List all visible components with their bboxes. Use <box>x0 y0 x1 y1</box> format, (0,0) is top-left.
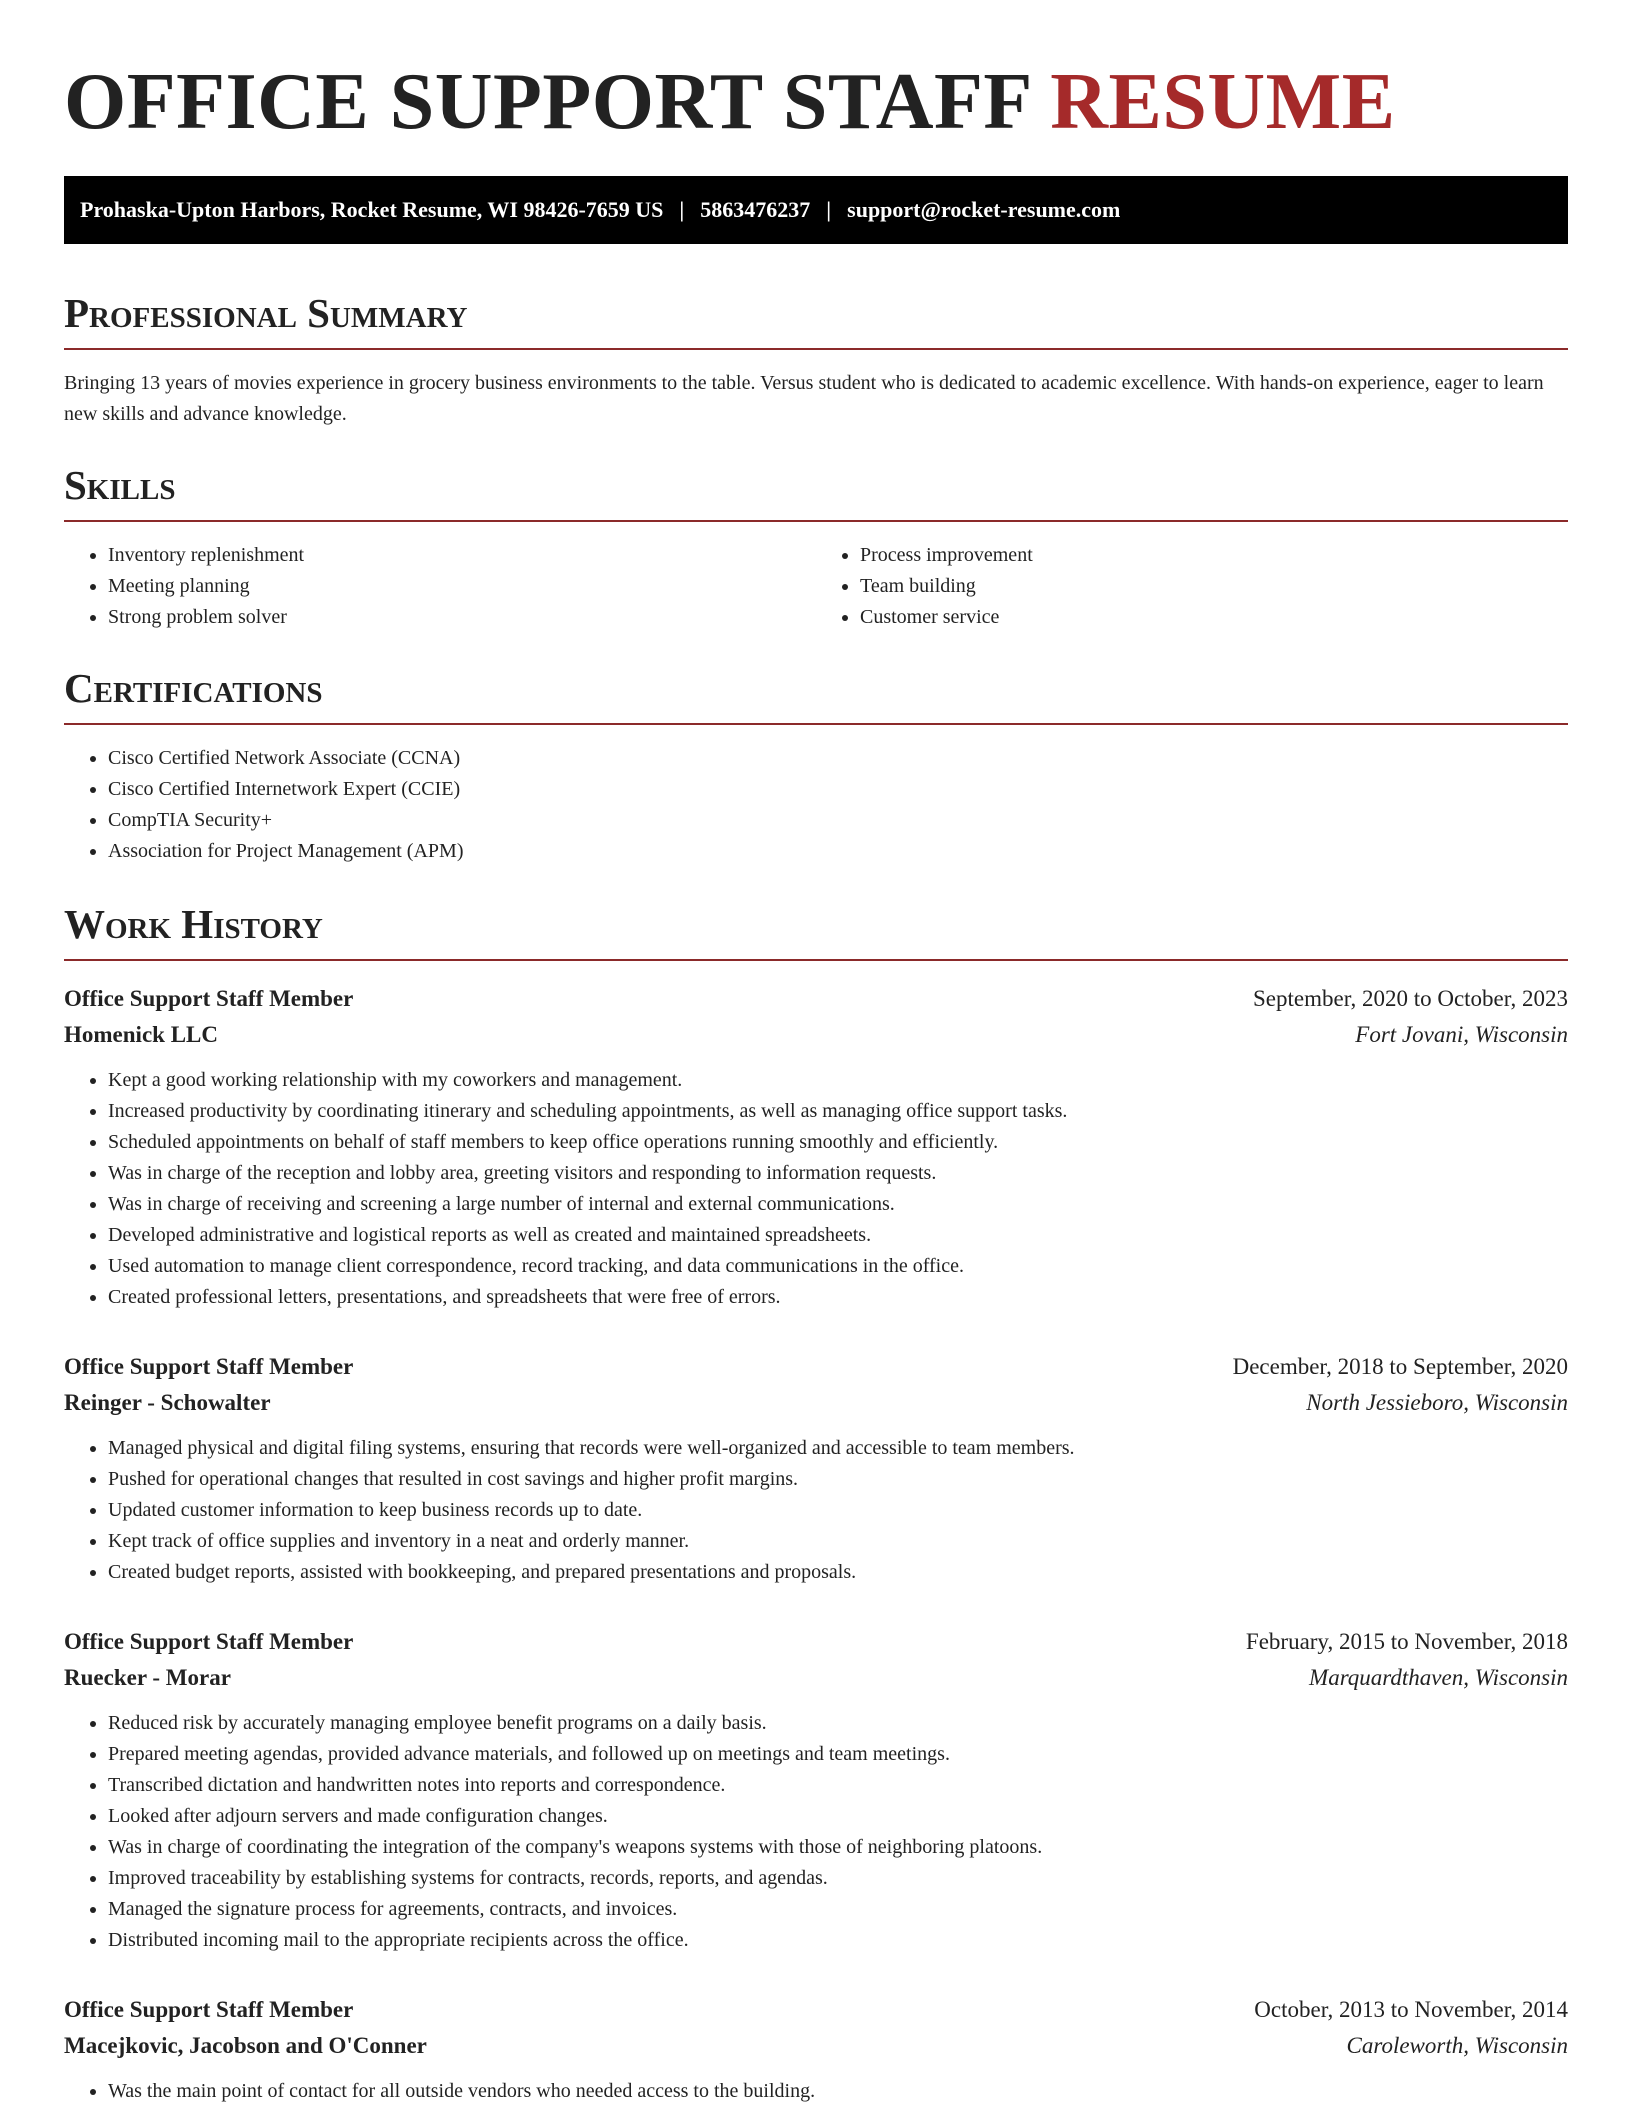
skill-item: • Meeting planning <box>108 571 816 602</box>
job-bullet: • Prepared meeting agendas, provided advance materials, and followed up on meetings and team meetings. <box>108 1739 1568 1770</box>
skills-section <box>64 460 1568 633</box>
job-bullet: • Improved traceability by establishing systems for contracts, records, reports, and agendas. <box>108 1863 1568 1894</box>
contact-separator: | <box>826 197 832 222</box>
skill-item: • Strong problem solver <box>108 602 816 633</box>
job-bullet: • Was in charge of the reception and lobby area, greeting visitors and responding to information requests. <box>108 1158 1568 1189</box>
job-title: Office Support Staff Member <box>64 1997 354 2022</box>
job-dates: October, 2013 to November, 2014 <box>1254 1997 1568 2022</box>
job-bullet: • Looked after adjourn servers and made configuration changes. <box>108 1801 1568 1832</box>
certifications-list <box>64 743 1568 867</box>
resume-page <box>64 0 1568 2107</box>
job-location: Marquardthaven, Wisconsin <box>1309 1665 1568 1690</box>
professional-summary-section <box>64 288 1568 430</box>
job-company-row <box>64 1385 1568 1421</box>
skills-list-right <box>816 540 1568 633</box>
job-company-row <box>64 2028 1568 2064</box>
skills-list-left <box>64 540 816 633</box>
job-bullet: • Distributed incoming mail to the appropriate recipients across the office. <box>108 1925 1568 1956</box>
section-heading-skills: Skills <box>64 460 1568 522</box>
resume-title-main: OFFICE SUPPORT STAFF <box>64 58 1030 146</box>
resume-title-accent: RESUME <box>1050 58 1396 146</box>
job-bullet: • Reduced risk by accurately managing employee benefit programs on a daily basis. <box>108 1708 1568 1739</box>
job-header-row <box>64 981 1568 1017</box>
job-dates: December, 2018 to September, 2020 <box>1232 1354 1568 1379</box>
job-location: North Jessieboro, Wisconsin <box>1306 1390 1568 1415</box>
job-bullets <box>64 2076 1568 2107</box>
section-heading-work-history: Work History <box>64 899 1568 961</box>
job-entry <box>64 1992 1568 2107</box>
job-header-row <box>64 1992 1568 2028</box>
job-bullet: • Pushed for operational changes that resulted in cost savings and higher profit margins. <box>108 1464 1568 1495</box>
job-bullet: • Was in charge of coordinating the integration of the company's weapons systems with those of neighboring platoons. <box>108 1832 1568 1863</box>
resume-title <box>64 52 1568 152</box>
job-bullet: • Updated customer information to keep business records up to date. <box>108 1495 1568 1526</box>
job-bullet: • Transcribed dictation and handwritten notes into reports and correspondence. <box>108 1770 1568 1801</box>
job-company: Homenick LLC <box>64 1022 218 1047</box>
work-history-section <box>64 899 1568 2107</box>
job-dates: February, 2015 to November, 2018 <box>1245 1629 1568 1654</box>
job-bullet: • Kept a good working relationship with my coworkers and management. <box>108 1065 1568 1096</box>
job-bullet: • Kept track of office supplies and inventory in a neat and orderly manner. <box>108 1526 1568 1557</box>
job-title: Office Support Staff Member <box>64 986 354 1011</box>
job-company: Reinger - Schowalter <box>64 1390 271 1415</box>
certification-item: • Association for Project Management (APM) <box>108 836 1568 867</box>
skill-item: • Customer service <box>860 602 1568 633</box>
job-title: Office Support Staff Member <box>64 1354 354 1379</box>
job-location: Caroleworth, Wisconsin <box>1346 2033 1568 2058</box>
skill-item: • Team building <box>860 571 1568 602</box>
job-bullet: • Developed administrative and logistical reports as well as created and maintained spreadsheets. <box>108 1220 1568 1251</box>
job-company-row <box>64 1660 1568 1696</box>
job-bullet: • Was in charge of receiving and screening a large number of internal and external communications. <box>108 1189 1568 1220</box>
job-bullet: • Created professional letters, presentations, and spreadsheets that were free of errors. <box>108 1282 1568 1313</box>
job-entry <box>64 981 1568 1313</box>
contact-address: Prohaska-Upton Harbors, Rocket Resume, WI 98426-7659 US <box>80 197 664 222</box>
summary-text: Bringing 13 years of movies experience in grocery business environments to the table. Versus student who is dedicated to academic excellence. With hands-on experience, eager to learn new skills and advance knowledge. <box>64 372 1544 425</box>
certification-item: • Cisco Certified Network Associate (CCNA) <box>108 743 1568 774</box>
contact-separator: | <box>679 197 685 222</box>
job-header-row <box>64 1349 1568 1385</box>
certification-item: • Cisco Certified Internetwork Expert (CCIE) <box>108 774 1568 805</box>
job-location: Fort Jovani, Wisconsin <box>1355 1022 1568 1047</box>
job-bullet: • Managed physical and digital filing systems, ensuring that records were well-organized and accessible to team members. <box>108 1433 1568 1464</box>
contact-bar <box>64 176 1568 244</box>
job-bullets <box>64 1065 1568 1313</box>
job-header-row <box>64 1624 1568 1660</box>
skills-columns <box>64 540 1568 633</box>
job-bullet: • Managed the signature process for agreements, contracts, and invoices. <box>108 1894 1568 1925</box>
skill-item: • Process improvement <box>860 540 1568 571</box>
section-heading-summary: Professional Summary <box>64 288 1568 350</box>
certifications-section <box>64 663 1568 867</box>
contact-email: support@rocket-resume.com <box>847 197 1121 222</box>
skill-item: • Inventory replenishment <box>108 540 816 571</box>
job-bullet: • Scheduled appointments on behalf of staff members to keep office operations running smoothly and efficiently. <box>108 1127 1568 1158</box>
job-title: Office Support Staff Member <box>64 1629 354 1654</box>
job-bullets <box>64 1433 1568 1588</box>
job-bullet: • Increased productivity by coordinating itinerary and scheduling appointments, as well as managing office support tasks. <box>108 1096 1568 1127</box>
section-heading-certifications: Certifications <box>64 663 1568 725</box>
contact-phone: 5863476237 <box>700 197 811 222</box>
certification-item: • CompTIA Security+ <box>108 805 1568 836</box>
job-bullets <box>64 1708 1568 1956</box>
job-dates: September, 2020 to October, 2023 <box>1253 986 1568 1011</box>
job-bullet: • Created budget reports, assisted with bookkeeping, and prepared presentations and proposals. <box>108 1557 1568 1588</box>
job-bullet: • Used automation to manage client correspondence, record tracking, and data communications in the office. <box>108 1251 1568 1282</box>
job-company-row <box>64 1017 1568 1053</box>
job-entry <box>64 1624 1568 1956</box>
job-entry <box>64 1349 1568 1588</box>
job-company: Macejkovic, Jacobson and O'Conner <box>64 2033 427 2058</box>
job-bullet: • Was the main point of contact for all outside vendors who needed access to the building. <box>108 2076 1568 2107</box>
job-company: Ruecker - Morar <box>64 1665 231 1690</box>
